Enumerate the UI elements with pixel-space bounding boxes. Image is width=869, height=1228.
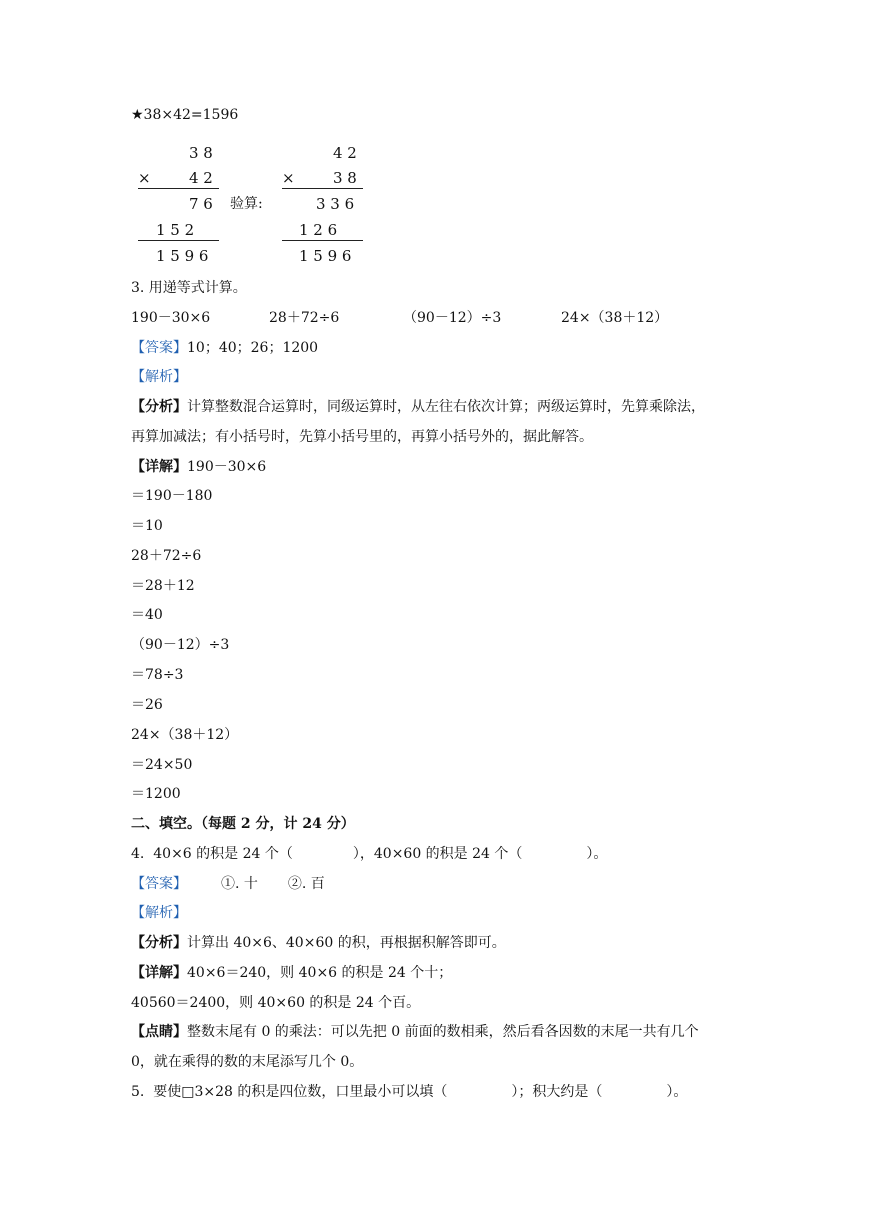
q3-xiangjie-line <box>131 457 266 477</box>
q3-expr-4: 24×（38＋12） <box>561 310 669 326</box>
q4-dianjing-tag: 【点睛】 <box>131 1024 187 1040</box>
q3-expr-2: 28＋72÷6 <box>269 310 340 326</box>
q3-step-2: ＝190－180 <box>131 488 213 504</box>
q4-xiangjie-line <box>131 963 452 983</box>
q4-question <box>131 844 607 864</box>
q3-step-5: ＝28＋12 <box>131 578 195 594</box>
vc-right-row4: 1 2 6 <box>299 221 338 239</box>
q3-title: 3. 用递等式计算。 <box>131 280 247 296</box>
q4-answer-line <box>131 874 325 894</box>
vc-left-times: × <box>138 169 151 187</box>
q3-fenxi-tag: 【分析】 <box>131 399 187 415</box>
q4-xiangjie-line2: 40560＝2400，则 40×60 的积是 24 个百。 <box>131 995 421 1011</box>
vc-right-row1: 4 2 <box>333 144 357 162</box>
q3-step-3: ＝10 <box>131 518 163 534</box>
q4-xiangjie-text1: 40×6＝240，则 40×6 的积是 24 个十； <box>187 965 453 981</box>
q3-step-1: 190－30×6 <box>187 459 267 475</box>
vc-left-row1: 3 8 <box>189 144 213 162</box>
q4-text-b: ），40×60 的积是 24 个（ <box>352 846 523 862</box>
q3-answer-line <box>131 338 318 358</box>
q4-dianjing-line2: 0，就在乘得的数的末尾添写几个 0。 <box>131 1054 364 1070</box>
q3-xiangjie-tag: 【详解】 <box>131 459 187 475</box>
q3-step-8: ＝78÷3 <box>131 667 184 683</box>
q3-fenxi-text1: 计算整数混合运算时，同级运算时，从左往右依次计算；两级运算时，先算乘除法， <box>187 399 705 415</box>
q3-fenxi-line2: 再算加减法；有小括号时，先算小括号里的，再算小括号外的，据此解答。 <box>131 429 593 445</box>
q4-xiangjie-tag: 【详解】 <box>131 965 187 981</box>
q3-step-9: ＝26 <box>131 697 163 713</box>
star-line: ★38×42=1596 <box>131 107 239 123</box>
vc-right-times: × <box>282 169 295 187</box>
vc-right-row2: 3 8 <box>333 169 357 187</box>
q4-text-a: 4. 40×6 的积是 24 个（ <box>131 846 293 862</box>
check-label: 验算: <box>230 196 263 212</box>
q4-dianjing-line1 <box>131 1022 699 1042</box>
q4-fenxi-text: 计算出 40×6、40×60 的积，再根据积解答即可。 <box>187 935 506 951</box>
q4-dianjing-text1: 整数末尾有 0 的乘法：可以先把 0 前面的数相乘，然后看各因数的末尾一共有几个 <box>187 1024 699 1040</box>
q5-question <box>131 1082 687 1102</box>
vc-right-rule1 <box>282 188 363 189</box>
q3-analysis-tag: 【解析】 <box>131 369 187 385</box>
vc-right-rule2 <box>282 240 363 241</box>
q3-expr-3: （90－12）÷3 <box>403 310 502 326</box>
q4-fenxi-tag: 【分析】 <box>131 935 187 951</box>
vc-right-row3: 3 3 6 <box>316 195 355 213</box>
q3-answer: 10；40；26；1200 <box>187 340 319 356</box>
section-2-heading: 二、填空。（每题 2 分，计 24 分） <box>131 816 355 832</box>
q5-text-c: ）。 <box>666 1084 688 1100</box>
q3-step-12: ＝1200 <box>131 786 181 802</box>
q3-step-4: 28＋72÷6 <box>131 548 202 564</box>
q3-expr-1: 190－30×6 <box>131 310 211 326</box>
q3-step-7: （90－12）÷3 <box>131 637 230 653</box>
vc-left-rule2 <box>138 240 219 241</box>
q3-expressions <box>131 308 668 328</box>
vc-left-row4: 1 5 2 <box>156 221 195 239</box>
vc-left-row3: 7 6 <box>189 195 213 213</box>
vc-left-row2: 4 2 <box>189 169 213 187</box>
q4-fenxi-line <box>131 933 506 953</box>
q4-text-c: ）。 <box>586 846 608 862</box>
q3-step-10: 24×（38＋12） <box>131 727 239 743</box>
q4-answer-2: ②. 百 <box>287 876 325 892</box>
q4-analysis-tag: 【解析】 <box>131 905 187 921</box>
vc-left-rule1 <box>138 188 219 189</box>
q4-answer-tag: 【答案】 <box>131 876 187 892</box>
q3-answer-tag: 【答案】 <box>131 340 187 356</box>
q5-text-a: 5. 要使□3×28 的积是四位数，口里最小可以填（ <box>131 1084 448 1100</box>
q3-fenxi-line1 <box>131 397 705 417</box>
vc-right-row5: 1 5 9 6 <box>299 247 352 265</box>
vc-left-row5: 1 5 9 6 <box>156 247 209 265</box>
q3-step-11: ＝24×50 <box>131 757 193 773</box>
q5-text-b: ）；积大约是（ <box>511 1084 603 1100</box>
q4-answer-1: ①. 十 <box>221 876 258 892</box>
q3-step-6: ＝40 <box>131 607 163 623</box>
